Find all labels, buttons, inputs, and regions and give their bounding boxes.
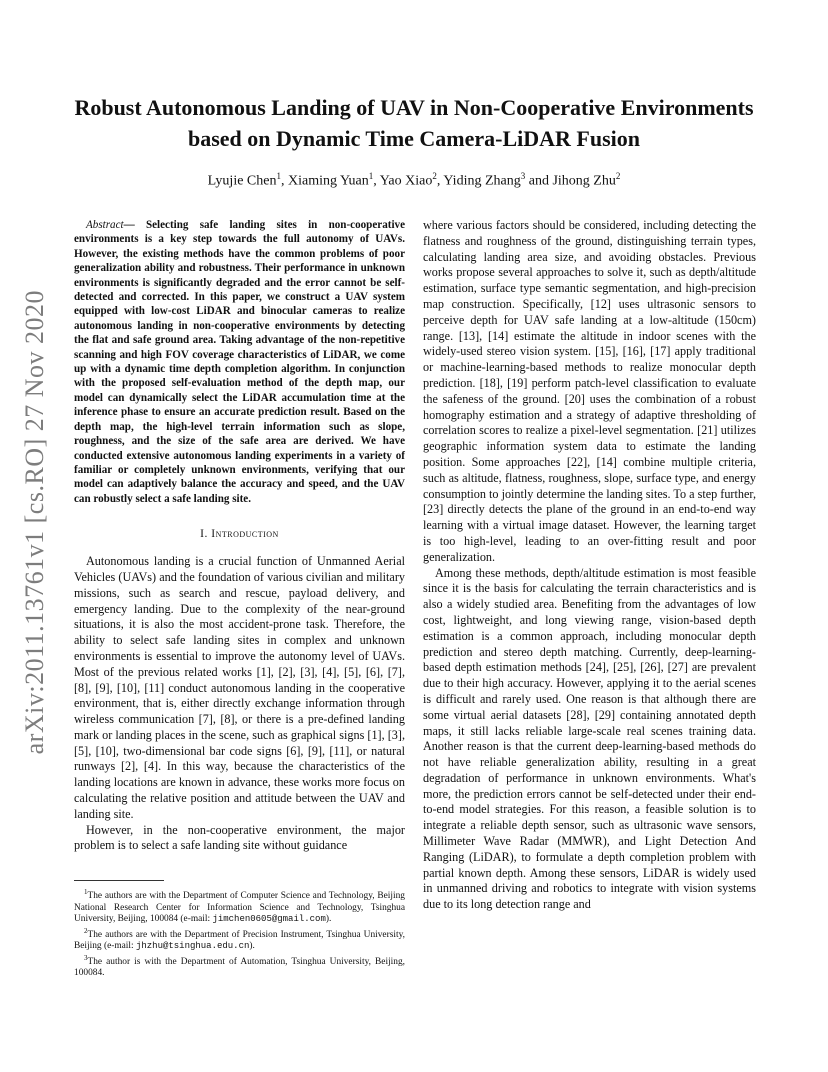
footnote-text: The author is with the Department of Automation, Tsinghua University, Beijing, 100084. [74,956,405,979]
author: Jihong Zhu [552,173,616,189]
author-affiliation: 1 [276,171,281,181]
section-title: Introduction [211,528,279,541]
footnote-mark: 2 [84,926,88,935]
author-affiliation: 2 [615,171,621,181]
footnote-text-end: ). [325,914,332,925]
author: Yao Xiao [379,173,433,189]
author-affiliation: 1 [368,171,374,181]
footnote-email: jimchen0605@gmail.com [212,914,326,925]
author-affiliation: 3 [520,171,526,181]
footnote-mark: 3 [84,953,88,962]
footnote-text-end: ). [249,941,255,952]
author-separator: , [436,173,444,189]
author: Xiaming Yuan [287,173,369,189]
footnote-text: The authors are with the Department of Computer Science and Technology, Beijing National Research Center for Information Science and Technology, Tsinghua University, Beijing, 100084 (e-mail: [74,891,405,925]
author: Lyujie Chen [207,173,277,189]
intro-paragraph-2: However, in the non-cooperative environment, the major problem is to select a safe landing site without guidance [74,822,405,853]
right-column [423,218,756,913]
author-list [72,171,756,190]
abstract-label: Abstract [86,219,124,231]
footnote-2 [74,926,405,953]
section-heading [74,528,405,540]
footnote-1 [74,887,405,925]
intro-paragraph-1: Autonomous landing is a crucial function of Unmanned Aerial Vehicles (UAVs) and the foundation of various civilian and military missions, such as search and rescue, payload delivery, and emergency landing. Due to the complexity of the near-ground situations, it is also the most accident-prone task. Therefore, the ability to select safe landing sites in complex and unknown environments is essential to improve the autonomy level of UAVs. Most of the previous related works [1], [2], [3], [4], [5], [6], [7], [8], [9], [10], [11] conduct autonomous landing in the cooperative environment, that is, either directly exchange information through wireless communication [7], [8], or there is a pre-defined landing mark or landing places in the scene, such as graphical signs [1], [3], [5], [10], two-dimensional bar code signs [6], [9], [11], or natural runways [2], [4]. In this way, because the characteristics of the landing locations are known in advance, these works more focus on calculating the relative position and attitude between the UAV and landing site. [74,554,405,821]
abstract-body: Selecting safe landing sites in non-cooperative environments is a key step towards the full autonomy of UAVs. However, the existing methods have the common problems of poor generalization ability and robustness. Their performance in unknown environments is significantly degraded and the error cannot be self-detected and corrected. In this paper, we construct a UAV system equipped with low-cost LiDAR and binocular cameras to realize autonomous landing in non-cooperative environments by detecting the flat and safe ground area. Taking advantage of the non-repetitive scanning and high FOV coverage characteristics of LiDAR, we come up with a dynamic time depth completion algorithm. In conjunction with the proposed self-evaluation method of the depth map, our model can dynamically select the LiDAR accumulation time at the inference phase to ensure an accurate prediction result. Based on the depth map, the high-level terrain information such as slope, roughness, and the size of the safe area are derived. We have conducted extensive autonomous landing experiments in a variety of familiar or completely unknown environments, verifying that our model can adaptively balance the accuracy and speed, and the UAV can robustly select a safe landing site. [74,219,405,505]
author: Yiding Zhang [443,173,521,189]
body-paragraph: Among these methods, depth/altitude estimation is most feasible since it is the basis for calculating the terrain characteristics and is also a widely studied area. Benefiting from the advantages of low cost, lightweight, and long viewing range, vision-based depth estimation is a common approach, including monocular depth prediction and stereo depth matching. Currently, deep-learning-based depth estimation methods [24], [25], [26], [27] are prevalent due to their high accuracy. However, applying it to the aerial scenes is difficult and rarely used. One reason is that although there are some virtual aerial datasets [28], [29] containing annotated depth maps, it still lacks reliable large-scale real scenes training data. Another reason is that the current deep-learning-based methods do not have reliable generalization ability, resulting in a great degradation of performance in unknown environments. What's more, the prediction errors cannot be self-detected under their end-to-end model strategies. For this reason, a feasible solution is to integrate a reliable depth sensor, such as ultrasonic wave sensors, Millimeter Wave Radar (MMWR), and Light Detection And Ranging (LiDAR), to formulate a depth completion problem with partial known depth. Among these sensors, LiDAR is widely used in unmanned driving and robotics to integrate with vision systems due to its long detection range and [423,565,756,912]
author-conjunction: and [525,173,553,189]
author-separator: , [280,173,288,189]
author-separator: , [373,173,380,189]
footnote-3 [74,953,405,980]
title-line-1: Robust Autonomous Landing of UAV in Non-Cooperative Environments [74,95,754,120]
footnote-mark: 1 [84,888,88,897]
author-affiliation: 2 [432,171,437,181]
footnote-email: jhzhu@tsinghua.edu.cn [135,941,250,952]
footnote-divider [74,880,164,881]
arxiv-identifier: arXiv:2011.13761v1 [cs.RO] 27 Nov 2020 [20,290,49,755]
abstract-dash: — [123,219,146,231]
title-line-2: based on Dynamic Time Camera-LiDAR Fusion [187,126,641,151]
body-paragraph-continued: where various factors should be considered, including detecting the flatness and roughness of the ground, distinguishing terrain types, calculating landing area size, and avoiding obstacles. Previous works propose several approaches to solve it, such as depth/altitude estimation, surface type semantic segmentation, and high-precision map construction. Specifically, [12] uses ultrasonic sensors to perceive depth for UAV safe landing at a low-altitude (150cm) range. [13], [14] estimate the altitude in indoor scenes with the widely-used stereo vision system. [15], [16], [17] apply traditional or machine-learning-based methods to realize monocular depth prediction. [18], [19] perform patch-level classification to evaluate the safeness of the ground. [20] uses the combination of a robust homography estimation and a strategy of adaptive thresholding of correlation scores to realize a pixel-level segmentation. [21] utilizes geographic information system data to estimate the landing position. Some approaches [22], [14] combine multiple criteria, such as altitude, flatness, roughness, slope, surface type, and energy consumption to jointly determine the landing sites. To a step further, [23] directly detects the plane of the ground in an end-to-end way learning with a virtual image dataset. However, the learning target is too high-level, leading to an over-fitting result and poor generalization. [423,218,756,564]
left-column [74,218,405,979]
footnote-text: The authors are with the Department of Precision Instrument, Tsinghua University, Beijing (e-mail: [74,929,405,952]
paper-title [72,92,756,154]
abstract [74,218,405,506]
section-number: I. [200,528,212,541]
